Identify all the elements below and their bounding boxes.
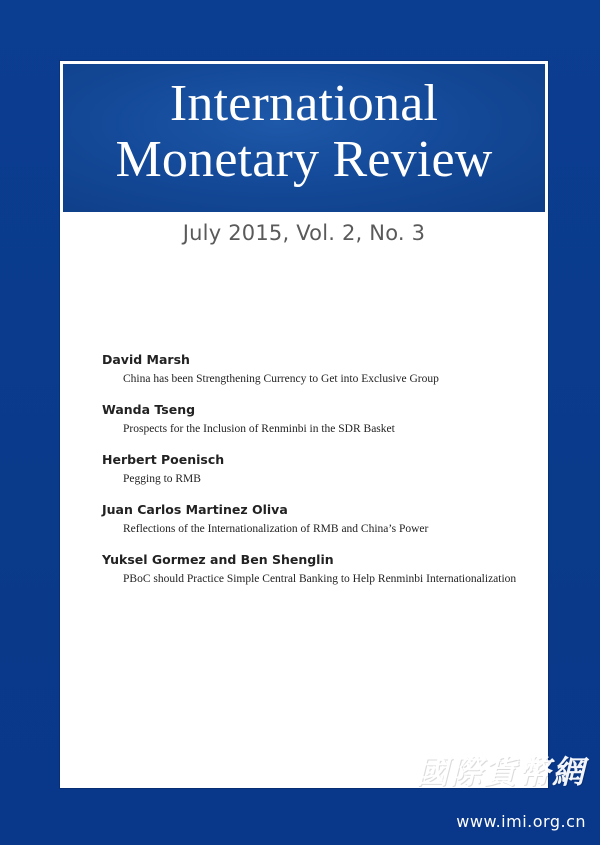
toc-entry <box>102 452 542 487</box>
toc-entry <box>102 352 542 387</box>
site-url-watermark: www.imi.org.cn <box>456 812 586 831</box>
toc-author: David Marsh <box>102 352 190 367</box>
toc-author: Juan Carlos Martinez Oliva <box>102 502 288 517</box>
toc-article-title: Prospects for the Inclusion of Renminbi in the SDR Basket <box>123 423 395 435</box>
toc-author: Herbert Poenisch <box>102 452 225 467</box>
journal-title-line-2: Monetary Review <box>115 131 493 188</box>
journal-title-line-1: International <box>169 75 439 132</box>
toc-entry <box>102 552 542 587</box>
toc-entry <box>102 502 542 537</box>
title-banner <box>63 64 545 212</box>
toc-entry <box>102 402 542 437</box>
toc-article-title: China has been Strengthening Currency to Get into Exclusive Group <box>123 373 439 385</box>
toc-author: Wanda Tseng <box>102 402 196 417</box>
toc-article-title: Reflections of the Internationalization of RMB and China’s Power <box>123 523 429 535</box>
table-of-contents <box>102 352 542 602</box>
toc-article-title: Pegging to RMB <box>123 473 201 485</box>
site-logo-watermark: 國際貨幣網 <box>415 753 586 791</box>
toc-author: Yuksel Gormez and Ben Shenglin <box>102 552 334 567</box>
toc-article-title: PBoC should Practice Simple Central Banking to Help Renminbi Internationalization <box>123 573 517 585</box>
cover-page <box>60 61 548 788</box>
issue-info: July 2015, Vol. 2, No. 3 <box>182 221 426 245</box>
